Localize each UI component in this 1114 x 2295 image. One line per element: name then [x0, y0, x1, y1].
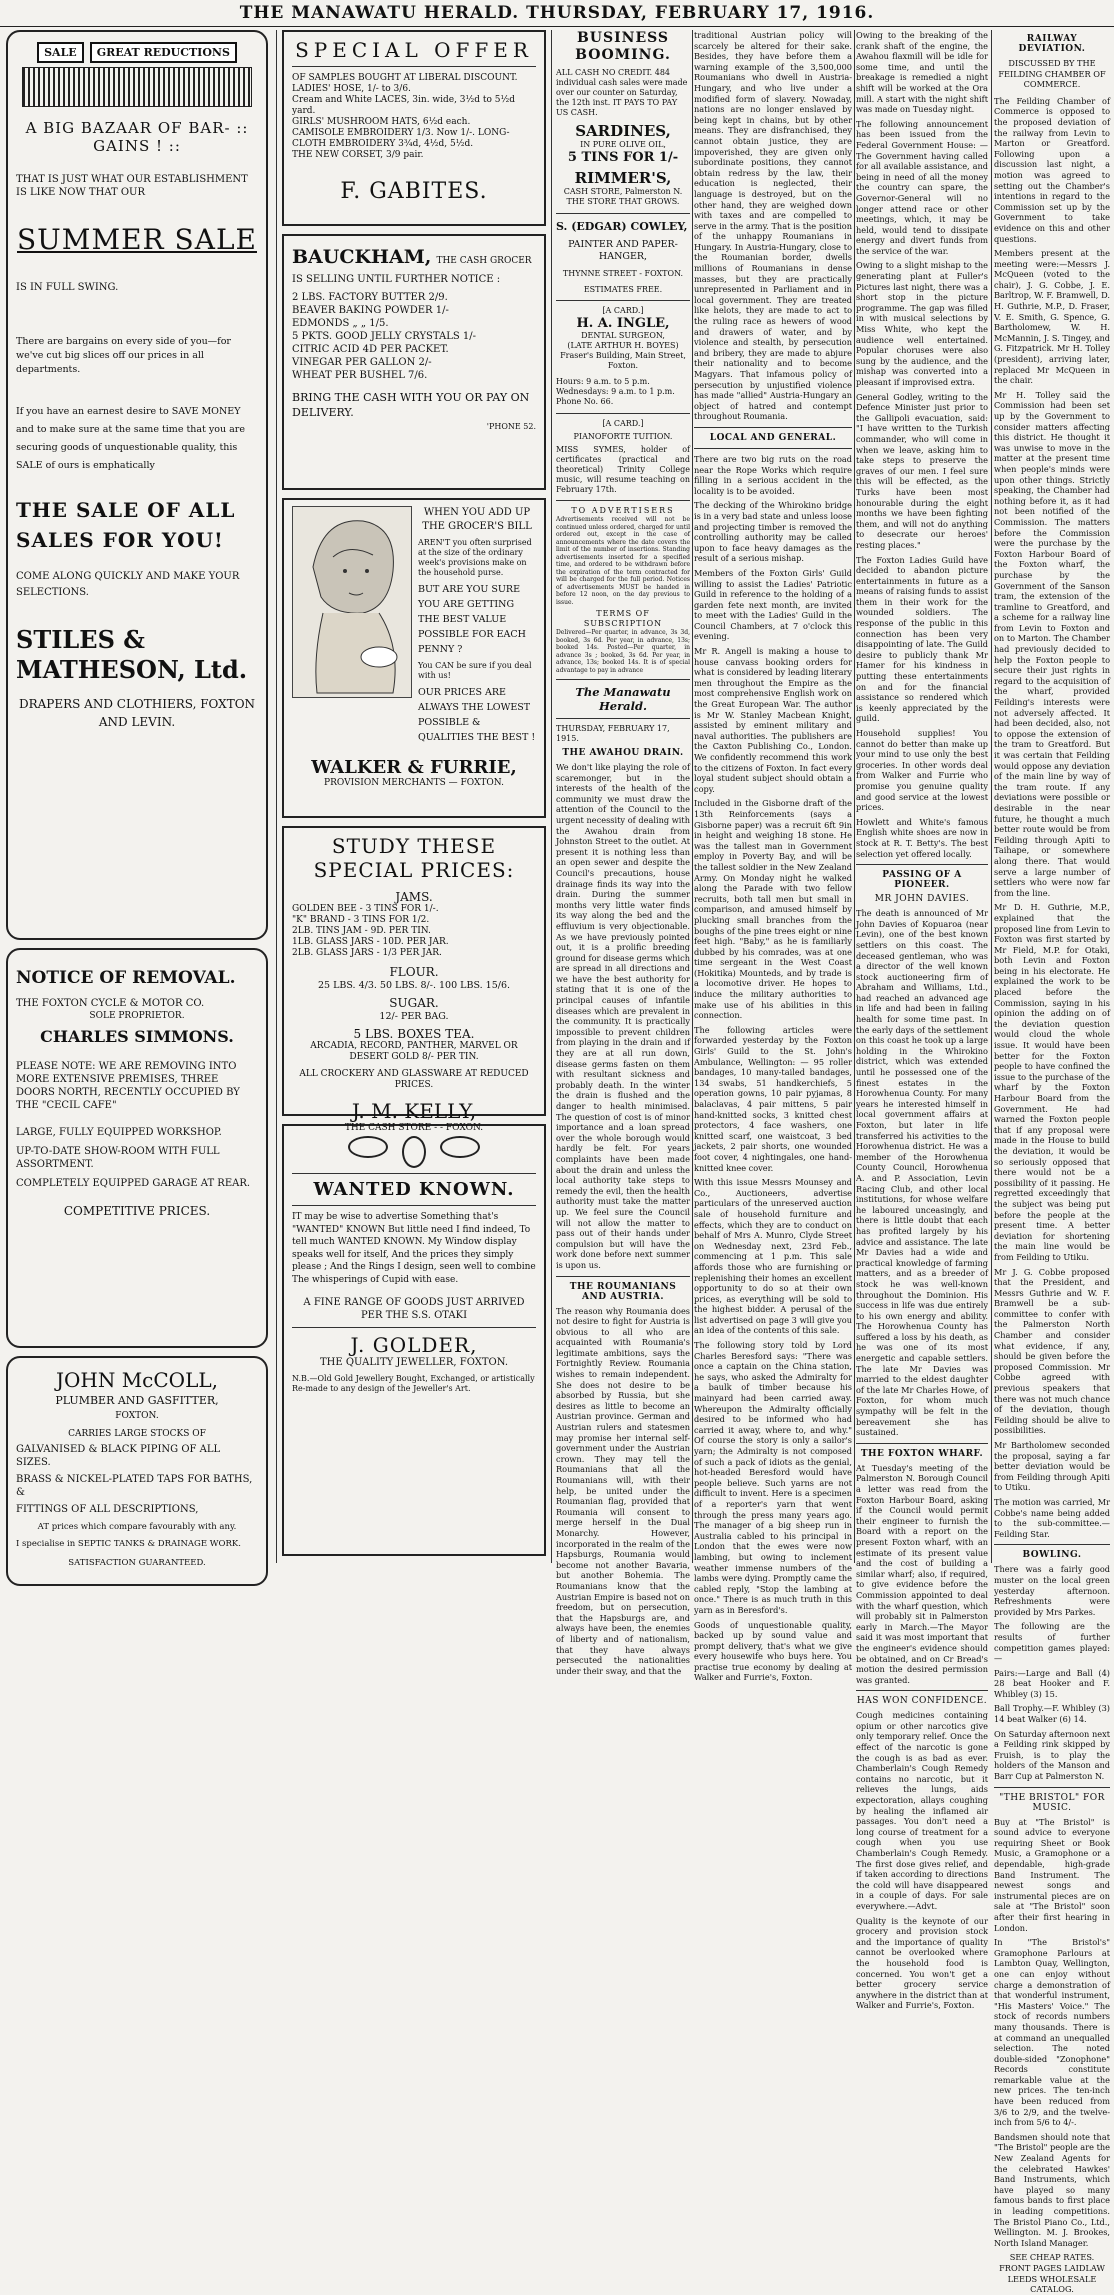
watch-icon [402, 1136, 426, 1168]
subscription-heading: TERMS OF SUBSCRIPTION [583, 609, 663, 628]
kelly-ad [282, 826, 546, 1133]
roumanians-article: The reason why Roumania does not desire to fight for Austria is obvious to all who are acquainted with Roumania's legitimate ambitions, says the Fortnightly Review. Roumania wishes to remain independent. She does not desire to be absorbed by Russia, but she desires as little to become an Austrian province. German and Austrian rulers and statesmen may promise her internal self-government under the Austrian crown. They may tell the Roumanians that all the Roumanians will, with their help, be united under the Roumanian flag, provided that Roumania will consent to merge herself in the Dual Monarchy. However, incorporated in the realm of the Hapsburgs, Roumania would become not another Bavaria, but another Bohemia. The Roumanians know that the Austrian Empire is based not on freedom, but on persecution, that the Hapsburgs are, and always have been, the enemies of liberty and of nationalism, that they have always persecuted the nationalities under their sway, and that the [556, 1305, 690, 1676]
rimmers-sub: CASH STORE, Palmerston N. [563, 187, 683, 196]
roumanians-continued: traditional Austrian policy will scarcely be altered for their sake. Besides, they have before them a warning example of the 3,500,000 Roumanians who dwell in Austria-Hungary, and who live under a modified form of slavery. Nowaday, nations are no longer enslaved by being kept in chains, but by other means. They are disfranchised, they cannot obtain justice, they are impoverished, they are given only subordinate positions, they cannot obtain redress by the law, their education is neglected, their language is destroyed, but on the other hand, they are weighed down with taxes and are compelled to serve in the army. That is the position of the unhappy Roumanians in Hungary. In Austria-Hungary, close to the Roumanian border, dwells millions of Roumanians in dense masses, but they are practically unrepresented in Parliament and in local government. They are treated like helots, they are made to act to the ruling race as hewers of wood and drawers of water, and by violence and stealth, by persecution and bribery, they are made to abjure their nationality and to become Magyars. That infamous policy of persecution by unjustified violence has made "allied" Austria-Hungary an object of hatred and contempt throughout Roumania. [694, 30, 852, 422]
symes-text: MISS SYMES, holder of certificates (practical and theoretical) Trinity College music, will resume teaching on February 17th. [556, 445, 690, 494]
estimates-text: ESTIMATES FREE. [583, 285, 663, 294]
drapers-text: DRAPERS AND CLOTHIERS, FOXTON AND LEVIN. [18, 697, 256, 729]
deviation-paragraph: Mr Bartholomew seconded the proposal, saying a far better deviation would be from Feilding through Apiti to Utiku. [994, 1440, 1110, 1493]
gabites-ad [282, 30, 546, 226]
intro-text: THAT IS JUST WHAT OUR ESTABLISHMENT IS LIKE NOW THAT OUR [16, 174, 248, 198]
olive-oil-text: IN PURE OLIVE OIL, [580, 140, 666, 149]
news-item: Goods of unquestionable quality, backed up by sound value and prompt delivery, that's what we give every housewife who buys here. You practise true economy by dealing at Walker and Furrie's, Foxton. [694, 1619, 852, 1683]
wanted-known-heading: WANTED KNOWN. [313, 1179, 515, 1200]
advertisers-heading: TO ADVERTISERS [571, 506, 675, 515]
lady-drawing [293, 507, 409, 695]
cough-remedy-advt: Cough medicines containing opium or other narcotics give only temporary relief. Once the effect of the narcotic is gone the cough is as bad as ever. Chamberlain's Cough Remedy contains no narcotic, but it relieves the lungs, aids expectoration, allays coughing by healing the inflamed air passages. You don't need a long course of treatment for a cough when you use Chamberlain's Cough Remedy. The first dose gives relief, and if taken according to directions the cold will have disappeared in a couple of days. For sale everywhere.—Advt. [856, 1710, 988, 1911]
news-item: Owing to the breaking of the crank shaft of the engine, the Awahou flaxmill will be idle for some time, and until the breakage is remedied a night shift will be worked at the Ora mill. A start with the night shift was made on Tuesday night. [856, 30, 988, 115]
local-general-heading: LOCAL AND GENERAL. [709, 432, 837, 443]
deviation-paragraph: The Feilding Chamber of Commerce is opposed to the proposed deviation of the railway from Levin to Marton or Greatford. Following upon a discussion last night, a motion was agreed to setting out the Chamber's intentions in regard to the Commission set up by the Government to take evidence on this and other questions. [994, 95, 1110, 244]
jam-line: "K" BRAND - 3 TINS FOR 1/2. [292, 915, 430, 925]
confidence-heading: HAS WON CONFIDENCE. [856, 1696, 988, 1707]
golder-name: J. GOLDER, [350, 1333, 478, 1357]
wanted-known-verse: IT may be wise to advertise Something that's "WANTED" KNOWN But little need I find indeed, To tell much WANTED KNOWN. My Window display speaks well for itself, And the prices they simply please ; And the Rings I design, seen well to combine The whisperings of Cupid with ease. [292, 1212, 536, 1285]
deviation-subheading: DISCUSSED BY THE FEILDING CHAMBER OF COMMERCE. [998, 58, 1106, 90]
column-rule [692, 30, 693, 1563]
deviation-paragraph: Mr J. G. Cobbe proposed that the President, and Messrs Guthrie and W. F. Bramwell be a sub-committee to confer with the Palmerston North Chamber and consider what evidence, if any, should be given before the proposed Commission. Mr Cobbe agreed with previous speakers that there was not much chance of the deviation, though Feilding should be alive to possibilities. [994, 1266, 1110, 1436]
summer-sale-heading: SUMMER SALE [17, 223, 257, 256]
removal-company: THE FOXTON CYCLE & MOTOR CO. [16, 998, 205, 1009]
removal-notice-ad [6, 948, 268, 1348]
galvanised-text: GALVANISED & BLACK PIPING OF ALL SIZES. [16, 1444, 221, 1468]
flour-prices: 25 LBS. 4/3. 50 LBS. 8/-. 100 LBS. 15/6. [317, 980, 511, 991]
herald-nameplate: The Manawatu Herald. [575, 685, 671, 713]
sale-sign: SALE [37, 42, 84, 63]
news-item: General Godley, writing to the Defence Minister just prior to the Gallipoli evacuation, said: "I have written to the Turkish commander, who will come in when we leave, asking him to take steps to preserve the graves of our men. I feel sure this will be effected, as the Turks have been most honourable during the eight months we have been fighting them, and will not do anything to desecrate our heroes' resting places." [856, 391, 988, 550]
satisfaction-text: SATISFACTION GUARANTEED. [68, 1558, 206, 1568]
bristol-paragraph: Bandsmen should note that "The Bristol" people are the New Zealand Agents for the celebrated Hawkes' Band Instruments, which have played so many famous bands to first place in leading competitions. The Bristol Piano Co., Ltd., Wellington. M. J. Brookes, North Island Manager. [994, 2131, 1110, 2248]
deviation-paragraph: Mr D. H. Guthrie, M.P., explained that the proposed line from Levin to Foxton was first started by Mr Field, M.P. for Otaki, both Levin and Foxton being in his electorate. He explained the work to be placed before the Commission, saying in his opinion the adding on of the deviation question would cloud the whole issue. It would have been better for the Foxton people to have confined the issue to the purchase of the wharf by the Foxton Harbour Board from the Government. He had warned the Foxton people that if any proposal were made in the House to build the deviation, it would be so seriously opposed that there would not be a possibility of it passing. He regretted exceedingly that the subject was being put before the people at the present time. A better deviation for shortening the main line would be from Feilding to Utiku. [994, 902, 1110, 1262]
cowley-name: S. (EDGAR) COWLEY, [556, 220, 688, 233]
sugar-heading: SUGAR. [389, 996, 439, 1010]
roumanians-heading: THE ROUMANIANS AND AUSTRIA. [569, 1281, 677, 1302]
dateline: THURSDAY, FEBRUARY 17, 1915. [556, 724, 670, 743]
sale-of-all-heading: THE SALE OF ALL SALES FOR YOU! [16, 498, 236, 552]
garage-text: COMPLETELY EQUIPPED GARAGE AT REAR. [16, 1178, 251, 1189]
foxton-wharf-heading: THE FOXTON WHARF. [860, 1448, 984, 1459]
bristol-paragraph: In "The Bristol's" Gramophone Parlours at Lambton Quay, Wellington, one can enjoy without charge a demonstration of that wonderful instrument, "His Masters' Voice." The stock of records numbers many thousands. There is at command an unequalled selection. The noted double-sided "Zonophone" Records constitute remarkable value at the new prices. The ten-inch have been reduced from 3/6 to 2/9, and the twelve-inch from 5/6 to 4/-. [994, 1937, 1110, 2128]
column-rule [854, 30, 855, 1563]
news-item: Quality is the keynote of our grocery and provision stock and the importance of quality cannot be overlooked where the household food is concerned. You won't get a better grocery service anywhere in the district than at Walker and Furrie's, Foxton. [856, 1915, 988, 2011]
bring-cash-text: BRING THE CASH WITH YOU OR PAY ON DELIVERY. [292, 391, 530, 419]
stiles-matheson-name: STILES & MATHESON, Ltd. [16, 625, 248, 684]
phone-text: 'PHONE 52. [486, 422, 536, 431]
workshop-text: LARGE, FULLY EQUIPPED WORKSHOP. [16, 1127, 222, 1138]
news-item: The following story told by Lord Charles Beresford says: "There was once a captain on the China station, he says, who asked the Admiralty for a baulk of timber because his mainyard had been carried away. Whereupon the Admiralty officially desired to be informed who had carried it away, where to, and why." Of course the story is only a sailor's yarn; the Admiralty is not composed of such a pack of idiots as the genial, hot-headed Beresford would have people believe. Such yarns are not difficult to invent. Here is a specimen of a reporter's yarn that went through the press many years ago. The manager of a big sheep run in Australia cabled to his principal in London that the ewes were now lambing, but owing to inclement weather immense numbers of the lambs were dying. Promptly came the cabled reply, "Stop the lambing at once." There is as much truth in this yarn as in Beresford's. [694, 1340, 852, 1615]
mccoll-name: JOHN McCOLL, [55, 1368, 218, 1392]
walker-furrie-sub: PROVISION MERCHANTS — FOXTON. [324, 778, 504, 788]
bowling-paragraph: There was a fairly good muster on the local green yesterday afternoon. Refreshments were provided by Mrs Parkes. [994, 1564, 1110, 1617]
can-sure-text: You CAN be sure if you deal with us! [418, 661, 532, 680]
ring-icon [440, 1136, 480, 1158]
awahou-article: We don't like playing the role of scaremonger, but in the interests of the health of the community we must draw the attention of the Council to the urgent necessity of dealing with the Awahou drain from Johnston Street to the outlet. At present it is nothing less than an open sewer and despite the Council's precautions, house drainage finds its way into the drain. During the summer months very little water finds its way along the bed and the effluvium is very objectionable. As we have previously pointed out, it is a prolific breeding ground for disease germs which are spread in all directions and we have the best authority for stating that it is one of the principal causes of infantile diseases which are prevalent in the community. It is practically impossible to prevent children from playing in the drain and if they are at all run down, disease germs fasten on them with resultant sickness and probably death. In the winter the drain is flushed and the danger to health minimised. The question of cost is of minor importance and a loan spread over the whole borough would hardly be felt. For years complaints have been made about the drain and unless the local authority take steps to remedy the evil, then the health authority must take the matter up. We feel sure the Council will not allow the matter to pass out of their hands under compulsion but will have the work done before next summer is upon us. [556, 762, 690, 1270]
rimmers-name: RIMMER'S, [574, 169, 672, 187]
lowest-text: OUR PRICES ARE ALWAYS THE LOWEST POSSIBLE & QUALITIES THE BEST ! [418, 687, 536, 743]
in-swing-text: IS IN FULL SWING. [16, 282, 119, 293]
grocery-item: VINEGAR PER GALLON 2/- [292, 357, 432, 368]
laidlaw-advt: SEE CHEAP RATES. FRONT PAGES LAIDLAW LEEDS WHOLESALE CATALOG. [999, 2252, 1105, 2295]
awahou-heading: THE AWAHOU DRAIN. [562, 748, 684, 758]
removal-title: NOTICE OF REMOVAL. [16, 968, 236, 988]
plumber-text: PLUMBER AND GASFITTER, [55, 1394, 219, 1407]
business-booming-heading: BUSINESS BOOMING. [575, 30, 671, 63]
jam-line: 2LB. TINS JAM - 9D. PER TIN. [292, 926, 431, 936]
lady-illustration [292, 506, 412, 698]
desire-text: If you have an earnest desire to SAVE MONEY and to make sure at the same time that you are securing goods of unquestionable quality, this SALE of ours is emphatically [16, 406, 245, 471]
news-item: Howlett and White's famous English white shoes are now in stock at R. T. Betty's. The best selection yet offered locally. [856, 816, 988, 859]
hose-text: LADIES' HOSE, 1/- to 3/6. [292, 84, 411, 94]
column-rule [276, 30, 277, 1563]
gabites-name: F. GABITES. [340, 179, 488, 204]
davies-article: The death is announced of Mr John Davies of Kopuaroa (near Levin), one of the best known settlers on this coast. The deceased gentleman, who was a director of the well known stock auctioneering firm of Abraham and Williams, Ltd., had reached an advanced age in life and had been in failing health for some time past. In the early days of the settlement on this coast he took up a large holding in the Whirokino district, which was extended until he possessed one of the finest estates in the Horowhenua County. For many years he interested himself in local government affairs at Foxton, but later in life transferred his activities to the Horowhenua district. He was a member of the Horowhenua County Council, Horowhenua A. and P. Association, Levin Racing Club, and other local institutions, for whose welfare he laboured unceasingly, and there is little doubt that each has profited largely by his advice and assistance. The late Mr Davies had a wide and practical knowledge of farming matters, and as a breeder of stock he was well-known throughout the Dominion. His success in life was due entirely to his own energy and ability. The Horowhenua County has suffered a loss by his death, as he was one of its most energetic and capable settlers. The late Mr Davies was married to the eldest daughter of the late Mr Charles Howe, of Foxton, for whom much sympathy will be felt in the bereavement she has sustained. [856, 908, 988, 1438]
column-2 [282, 30, 546, 1563]
grocery-item: CITRIC ACID 4D PER PACKET. [292, 344, 449, 355]
painter-text: PAINTER AND PAPER-HANGER, [568, 239, 678, 262]
cash-text: ALL CASH NO CREDIT. 484 individual cash sales were made over our counter on Saturday, the 12th inst. IT PAYS TO PAY US CASH. [556, 68, 688, 117]
stiles-matheson-ad [6, 30, 268, 940]
bazaar-heading: A BIG BAZAAR OF BAR- :: GAINS ! :: [25, 119, 249, 155]
news-item: The decking of the Whirokino bridge is in a very bad state and unless loose and projecting timber is removed the controlling authority may be called upon to face heavy damages as the result of a serious mishap. [694, 500, 852, 564]
news-item: Mr R. Angell is making a house to house canvass booking orders for what is considered by leading literary men throughout the Empire as the most comprehensive English work on the Great European War. The author is Mr W. Stanley Macbean Knight, assisted by eminent military and naval authorities. The publishers are the Caxton Publishing Co., London. We confidently recommend this work to the citizens of Foxton. In fact every loyal student subject should obtain a copy. [694, 646, 852, 794]
jeweller-text: THE QUALITY JEWELLER, FOXTON. [319, 1357, 509, 1368]
kelly-sub: THE CASH STORE - - FOXON. [344, 1123, 484, 1133]
jam-line: 2LB. GLASS JARS - 1/3 PER JAR. [292, 948, 442, 958]
bowling-paragraph: Ball Trophy.—F. Whibley (3) 14 beat Walker (6) 14. [994, 1703, 1110, 1725]
tea-brands: ARCADIA, RECORD, PANTHER, MARVEL OR DESERT GOLD 8/- PER TIN. [310, 1041, 518, 1062]
store-grows: THE STORE THAT GROWS. [566, 197, 680, 206]
grocery-item: BEAVER BAKING POWDER 1/- [292, 305, 449, 316]
but-sure-text: BUT ARE YOU SURE YOU ARE GETTING THE BEST VALUE POSSIBLE FOR EACH PENNY ? [418, 584, 526, 655]
column-6 [994, 30, 1110, 2295]
news-item: The following announcement has been issued from the Federal Government House: — The Government having called for all available assistance, and being in need of all the money the country can spare, the Governor-General will no longer attend race or other meetings, which, it may be held, would tend to dissipate energy and divert funds from the service of the war. [856, 118, 988, 256]
news-item: Included in the Gisborne draft of the 13th Reinforcements (says a Gisborne paper) was a recruit 6ft 9in in height and weighing 18 stone. He was the tallest man in Government employ in Poverty Bay, and will be the tallest soldier in the New Zealand Army. On Monday night he walked along the Parade with two fellow recruits, both tall men but small in comparison, and amused himself by plucking small branches from the boughs of the pine trees eight or nine feet high. "Baby," as he is familiarly dubbed by his comrades, was at one time sergeant in the West Coast (Hokitika) Mounteds, and by trade is a locomotive driver. He hopes to induce the military authorities to make use of his abilities in this connection. [694, 798, 852, 1021]
column-5 [856, 30, 988, 2011]
camisole-text: CAMISOLE EMBROIDERY 1/3. Now 1/-. LONG-CLOTH EMBROIDERY 3¾d, 4½d, 5½d. [292, 128, 510, 149]
cash-grocer: THE CASH GROCER [436, 256, 532, 266]
sardines-heading: SARDINES, [575, 122, 671, 140]
column-rule [991, 30, 992, 1563]
tea-heading: 5 LBS. BOXES TEA. [353, 1027, 475, 1041]
dental-text: DENTAL SURGEON, [581, 331, 665, 340]
bauckham-name: BAUCKHAM, [292, 246, 432, 268]
thynne-text: THYNNE STREET - FOXTON. [562, 269, 684, 278]
jam-line: GOLDEN BEE - 3 TINS FOR 1/-. [292, 904, 439, 914]
bowling-paragraph: The following are the results of further competition games played:— [994, 1621, 1110, 1664]
carries-text: CARRIES LARGE STOCKS OF [68, 1429, 206, 1439]
study-heading: STUDY THESE SPECIAL PRICES: [313, 834, 515, 882]
fine-range-text: A FINE RANGE OF GOODS JUST ARRIVED PER THE S.S. OTAKI [303, 1297, 525, 1321]
column-1 [6, 30, 268, 1568]
deviation-paragraph: The motion was carried, Mr Cobbe's name being added to the sub-committee.—Feilding Star. [994, 1496, 1110, 1539]
grocery-item: WHEAT PER BUSHEL 7/6. [292, 370, 428, 381]
column-rule [551, 30, 552, 1563]
sale-banner [16, 42, 258, 63]
frasers-text: Fraser's Building, Main Street, Foxton. [560, 351, 686, 370]
jewellery-illustration [292, 1136, 536, 1168]
nb-text: N.B.—Old Gold Jewellery Bought, Exchanged, or artistically Re-made to any design of the Jeweller's Art. [292, 1374, 535, 1393]
flour-heading: FLOUR. [389, 965, 439, 979]
news-item: The following articles were forwarded yesterday by the Foxton Girls' Guild to the St. John's Ambulance, Wellington: — 95 roller bandages, 10 many-tailed bandages, 134 swabs, 51 handkerchiefs, 5 operation gowns, 10 pair pyjamas, 8 balaclavas, 4 pair mittens, 5 pair hand-knitted socks, 3 knitted chest protectors, 4 face washers, one knitted scarf, one waistcoat, 3 bed jackets, 2 pair shorts, one wounded foot cover, 4 nightingales, one hand-knitted knee cover. [694, 1024, 852, 1173]
ring-icon [348, 1136, 388, 1158]
pianoforte-heading: PIANOFORTE TUITION. [573, 432, 673, 441]
golder-ad [282, 1124, 546, 1556]
samples-text: OF SAMPLES BOUGHT AT LIBERAL DISCOUNT. [292, 73, 518, 83]
walker-furrie-name: WALKER & FURRIE, [311, 757, 517, 778]
bristol-paragraph: Buy at "The Bristol" is sound advice to everyone requiring Sheet or Book Music, a Gramophone or a dependable, high-grade Band Instrument. The newest songs and instrumental pieces are on sale at "The Bristol" soon after their first hearing in London. [994, 1816, 1110, 1933]
news-item: Members of the Foxton Girls' Guild willing to assist the Ladies' Patriotic Guild in reference to the holding of a garden fete next month, are invited to meet with the Ladies' Guild in the Council Chambers, at 7 o'clock this evening. [694, 567, 852, 642]
bargains-text: There are bargains on every side of you—for we've cut big slices off our prices in all departments. [16, 336, 231, 375]
pioneer-heading: PASSING OF A PIONEER. [882, 870, 962, 891]
mccoll-ad [6, 1356, 268, 1586]
septic-text: I specialise in SEPTIC TANKS & DRAINAGE WORK. [16, 1539, 241, 1549]
walker-furrie-ad [282, 498, 546, 818]
hats-text: GIRLS' MUSHROOM HATS, 6½d each. [292, 117, 471, 127]
prices-text: AT prices which compare favourably with any. [37, 1522, 237, 1532]
come-along-text: COME ALONG QUICKLY AND MAKE YOUR SELECTIONS. [16, 571, 240, 598]
special-offer-heading: SPECIAL OFFER [292, 38, 536, 67]
please-note-text: PLEASE NOTE: WE ARE REMOVING INTO MORE EXTENSIVE PREMISES, THREE DOORS NORTH, RECENTLY OCCUPIED BY THE "CECIL CAFE" [16, 1061, 240, 1111]
kelly-name: J. M. KELLY, [351, 1099, 477, 1123]
reductions-sign: GREAT REDUCTIONS [90, 42, 237, 63]
laces-text: Cream and White LACES, 3in. wide, 3½d to 5½d yard. [292, 95, 515, 116]
news-item: Household supplies! You cannot do better than make up your mind to use only the best groceries. In other words deal from Walker and Furrie who promise you genuine quality and good service at the lowest prices. [856, 728, 988, 813]
davies-subheading: MR JOHN DAVIES. [874, 894, 970, 905]
showroom-text: UP-TO-DATE SHOW-ROOM WITH FULL ASSORTMENT. [16, 1146, 220, 1170]
selling-text: IS SELLING UNTIL FURTHER NOTICE : [292, 274, 501, 285]
masthead: THE MANAWATU HERALD. THURSDAY, FEBRUARY 17, 1916. [0, 0, 1114, 27]
jam-line: 1LB. GLASS JARS - 10D. PER JAR. [292, 937, 449, 947]
bowling-paragraph: Pairs:—Large and Ball (4) 28 beat Hooker and F. Whibley (3) 15. [994, 1667, 1110, 1699]
fittings-text: FITTINGS OF ALL DESCRIPTIONS, [16, 1504, 199, 1515]
column-4 [694, 30, 852, 1683]
card-label: [A CARD.] [602, 419, 644, 428]
crowd-illustration [22, 67, 252, 107]
news-item: With this issue Messrs Mounsey and Co., Auctioneers, advertise particulars of the unreserved auction sale of household furniture and effects, which they are to conduct on behalf of Mrs A. Munro, Clyde Street on Wednesday next, 23rd Feb., commencing at 1 p.m. This sale affords those who are furnishing or replenishing their homes an excellent opportunity to do so at their own prices, as everything will be sold to the highest bidder. A perusal of the list advertised on page 3 will give you an idea of the contents of this sale. [694, 1177, 852, 1336]
bowling-paragraph: On Saturday afternoon next a Feilding rink skipped by Fruish, is to play the holders of the Manson and Barr Cup at Palmerston N. [994, 1728, 1110, 1782]
competitive-prices: COMPETITIVE PRICES. [63, 1204, 211, 1218]
bauckham-ad [282, 234, 546, 490]
tins-heading: 5 TINS FOR 1/- [567, 150, 679, 165]
crockery-text: ALL CROCKERY AND GLASSWARE AT REDUCED PRICES. [299, 1069, 529, 1090]
ingle-name: H. A. INGLE, [576, 316, 670, 331]
deviation-paragraph: Members present at the meeting were:—Messrs J. McQueen (voted to the chair), J. G. Cobbe, J. E. Barltrop, W. F. Bramwell, D. H. Guthrie, M.P., D. Fraser, V. E. Smith, G. Spence, G. Bartholomew, W. H. McMannin, J. S. Tingey, and G. Fitzpatrick. Mr H. Tolley (president), arriving later, replaced Mr McQueen in the chair. [994, 248, 1110, 386]
bristol-heading: "THE BRISTOL" FOR MUSIC. [999, 1792, 1105, 1813]
card-label: [A CARD.] [602, 306, 644, 315]
wharf-article: At Tuesday's meeting of the Palmerston N. Borough Council a letter was read from the Foxton Harbour Board, asking if the Council would permit their engineer to furnish the Board with a report on the present Foxton wharf, with an estimate of its present value and the cost of building a similar wharf; also, if required, to give evidence before the Commission appointed to deal with the wharf question, which will probably sit in Palmerston early in March.—The Mayor said it was most important that the engineer's evidence should be obtained, and on Cr Bread's motion the desired permission was granted. [856, 1462, 988, 1685]
foxton-text: FOXTON. [115, 1411, 159, 1421]
sugar-price: 12/- PER BAG. [379, 1011, 449, 1022]
news-item: There are two big ruts on the road near the Rope Works which require filling in a serious accident in the locality is to be avoided. [694, 453, 852, 496]
railway-deviation-heading: RAILWAY DEVIATION. [1018, 34, 1086, 54]
corset-text: THE NEW CORSET, 3/9 pair. [292, 150, 424, 160]
bowling-heading: BOWLING. [1022, 1550, 1082, 1561]
deviation-paragraph: Mr H. Tolley said the Commission had been set up by the Government to consider matters affecting this district. He thought it was unwise to move in the matter at the present time when people's minds were upon other things. Strictly speaking, the Chamber had nothing before it, as it had not been notified of the Commission. The matters before the Commission were the purchase by the Foxton Harbour Board of the Foxton wharf, the purchase by the Government of the Sanson tram, the extension of the tramline to Greatford, and a scheme for a railway line from Levin to Foxton and on to Marton. The Chamber had previously decided to help the Foxton people to secure their just rights in regard to the acquisition of the wharf, provided Feilding's interests were not adversely affected. It had been decided, also, not to oppose the extension of the tram to Greatford. But it was certain that Feilding would oppose any deviation of the main line by way of the tram route. If any deviations were possible or desirable in the near future, he thought a much better route would be from Feilding through Apiti to Taihape, or somewhere along there. That would serve a large number of settlers who were now far from the line. [994, 389, 1110, 898]
when-add-text: WHEN YOU ADD UP THE GROCER'S BILL [422, 507, 532, 532]
grocery-item: 5 PKTS. GOOD JELLY CRYSTALS 1/- [292, 331, 477, 342]
column-3 [556, 30, 690, 1676]
sole-proprietor: SOLE PROPRIETOR. [89, 1011, 185, 1021]
jams-heading: JAMS. [395, 890, 433, 904]
news-item: Owing to a slight mishap to the generating plant at Fuller's Pictures last night, there was a short stop in the picture programme. The gap was filled in with musical selections by Miss White, who kept the audience well entertained. Popular choruses were also sung by the audience, and the mishap was converted into a pleasant if improvised extra. [856, 260, 988, 387]
grocery-item: 2 LBS. FACTORY BUTTER 2/9. [292, 292, 448, 303]
late-text: (LATE ARTHUR H. BOYES) [567, 341, 679, 350]
subscription-text: Delivered—Per quarter, in advance, 3s 3d, booked, 3s 6d. Per year, in advance, 13s; booked 14s. Posted—Per quarter, in advance 3s ; booked, 3s 6d. Per year, in advance, 13s; booked 14s. It is of special advantage to pay in advance [556, 629, 690, 674]
brass-text: BRASS & NICKEL-PLATED TAPS FOR BATHS, & [16, 1474, 253, 1498]
simmons-name: CHARLES SIMMONS. [40, 1027, 234, 1046]
arent-text: AREN'T you often surprised at the size of the ordinary week's provisions make on the household purse. [418, 538, 532, 577]
grocery-item: EDMONDS „ „ 1/5. [292, 318, 389, 329]
hours-text: Hours: 9 a.m. to 5 p.m. Wednesdays: 9 a.m. to 1 p.m. Phone No. 66. [556, 377, 675, 406]
news-item: The Foxton Ladies Guild have decided to abandon picture entertainments in future as a means of raising funds to assist them in their work for the wounded soldiers. The response of the public in this connection has been very disappointing of late. The Guild desire to publicly thank Mr Hamer for his kindness in putting these entertainments on and for the financial assistance so rendered which is keenly appreciated by the guild. [856, 554, 988, 724]
advertisers-text: Advertisements received will not be continued unless ordered, charged for until ordered out, except in the case of announcements where the date covers the limit of the number of insertions. Standing advertisements inserted for a specified time, and ordered to be withdrawn before the expiration of the term contracted for will be charged for the full period. Notices of advertisements MUST be handed in before 12 noon, on the day previous to issue. [556, 516, 690, 606]
